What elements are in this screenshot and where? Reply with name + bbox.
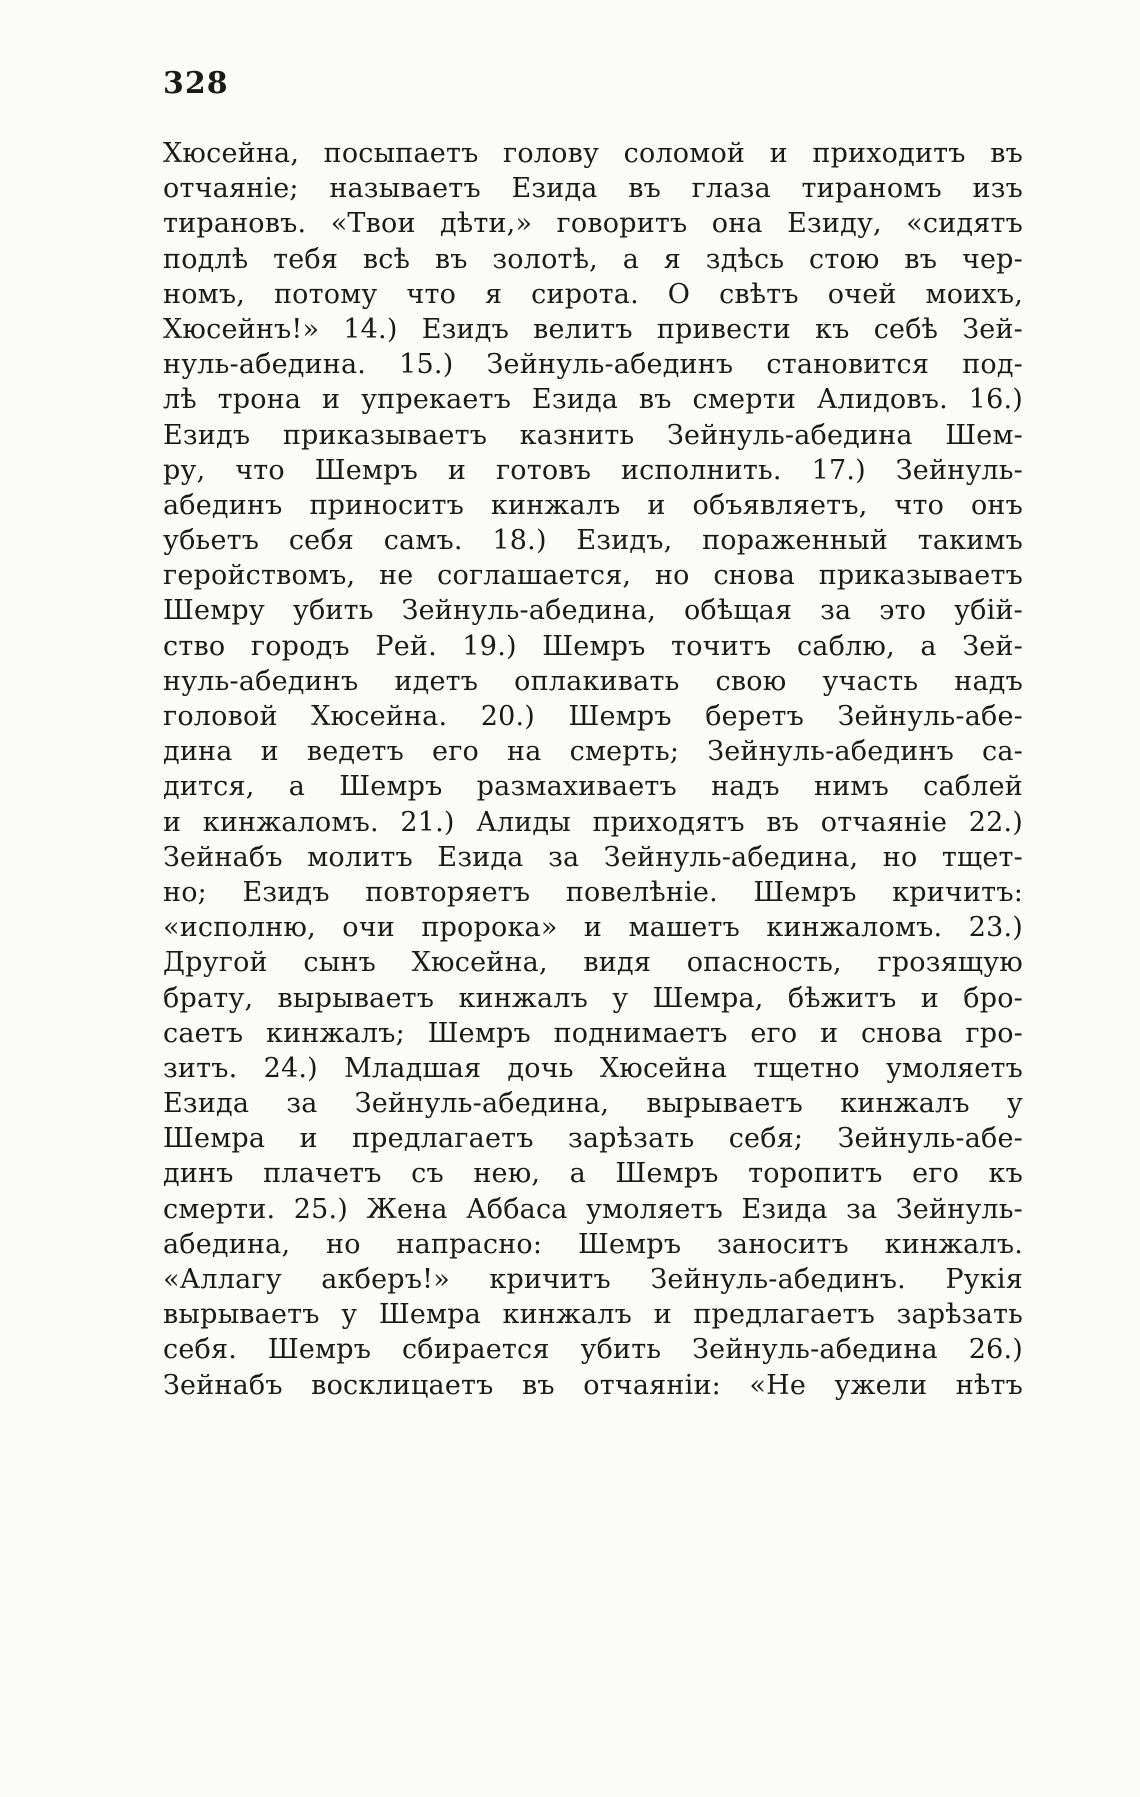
text-line: отчаяніе; называетъ Езида въ глаза тираномъ изъ — [163, 173, 1023, 205]
text-line: Хюсейнъ!» 14.) Езидъ велитъ привести къ себѣ Зей- — [163, 313, 1023, 345]
text-line: номъ, потому что я сирота. О свѣтъ очей моихъ, — [163, 278, 1023, 310]
text-line: Зейнабъ молитъ Езида за Зейнуль-абедина, но тщет- — [163, 841, 1023, 873]
text-line: ру, что Шемръ и готовъ исполнить. 17.) Зейнуль- — [163, 454, 1023, 486]
text-line: дина и ведетъ его на смерть; Зейнуль-абединъ са- — [163, 736, 1023, 768]
text-line: головой Хюсейна. 20.) Шемръ беретъ Зейнуль-абе- — [163, 701, 1023, 732]
text-line: «Аллагу акберъ!» кричитъ Зейнуль-абединъ. Рукія — [163, 1264, 1023, 1295]
text-line: Шемра и предлагаетъ зарѣзать себя; Зейнуль-абе- — [163, 1123, 1023, 1155]
text-line: Хюсейна, посыпаетъ голову соломой и приходитъ въ — [163, 138, 1023, 169]
page-number: 328 — [163, 66, 229, 101]
text-line: динъ плачетъ съ нею, а Шемръ торопитъ его къ — [163, 1158, 1023, 1190]
text-line: Езидъ приказываетъ казнить Зейнуль-абедина Шем- — [163, 419, 1023, 451]
text-line: вырываетъ у Шемра кинжалъ и предлагаетъ зарѣзать — [163, 1299, 1023, 1331]
text-line: подлѣ тебя всѣ въ золотѣ, а я здѣсь стою въ чер- — [163, 243, 1023, 275]
text-line: нуль-абединъ идетъ оплакивать свою участь надъ — [163, 665, 1023, 697]
text-line: Шемру убить Зейнуль-абедина, обѣщая за это убій- — [163, 595, 1023, 627]
text-line: зитъ. 24.) Младшая дочь Хюсейна тщетно умоляетъ — [163, 1052, 1023, 1084]
text-line: тирановъ. «Твои дѣти,» говоритъ она Езиду, «сидятъ — [163, 208, 1023, 240]
text-line: брату, вырываетъ кинжалъ у Шемра, бѣжитъ и бро- — [163, 982, 1023, 1014]
text-line: абедина, но напрасно: Шемръ заноситъ кинжалъ. — [163, 1228, 1023, 1260]
text-line: себя. Шемръ сбирается убить Зейнуль-абедина 26.) — [163, 1334, 1023, 1366]
text-line: «исполню, очи пророка» и машетъ кинжаломъ. 23.) — [163, 912, 1023, 944]
text-line: и кинжаломъ. 21.) Алиды приходятъ въ отчаяніе 22.) — [163, 806, 1023, 838]
text-line: смерти. 25.) Жена Аббаса умоляетъ Езида за Зейнуль- — [163, 1193, 1023, 1225]
text-line: дится, а Шемръ размахиваетъ надъ нимъ саблей — [163, 771, 1023, 803]
body-text — [163, 136, 1023, 1403]
text-line: саетъ кинжалъ; Шемръ поднимаетъ его и снова гро- — [163, 1017, 1023, 1049]
text-line: Другой сынъ Хюсейна, видя опасность, грозящую — [163, 947, 1023, 979]
text-line: лѣ трона и упрекаетъ Езида въ смерти Алидовъ. 16.) — [163, 384, 1023, 416]
text-line: ство городъ Рей. 19.) Шемръ точитъ саблю, а Зей- — [163, 630, 1023, 662]
text-line: геройствомъ, не соглашается, но снова приказываетъ — [163, 560, 1023, 592]
text-line: но; Езидъ повторяетъ повелѣніе. Шемръ кричитъ: — [163, 876, 1023, 908]
text-line: Езида за Зейнуль-абедина, вырываетъ кинжалъ у — [163, 1088, 1023, 1120]
text-line: Зейнабъ восклицаетъ въ отчаяніи: «Не ужели нѣтъ — [163, 1369, 1023, 1401]
text-line: абединъ приноситъ кинжалъ и объявляетъ, что онъ — [163, 489, 1023, 521]
text-line: нуль-абедина. 15.) Зейнуль-абединъ становится под- — [163, 349, 1023, 381]
text-line: убьетъ себя самъ. 18.) Езидъ, пораженный такимъ — [163, 525, 1023, 557]
